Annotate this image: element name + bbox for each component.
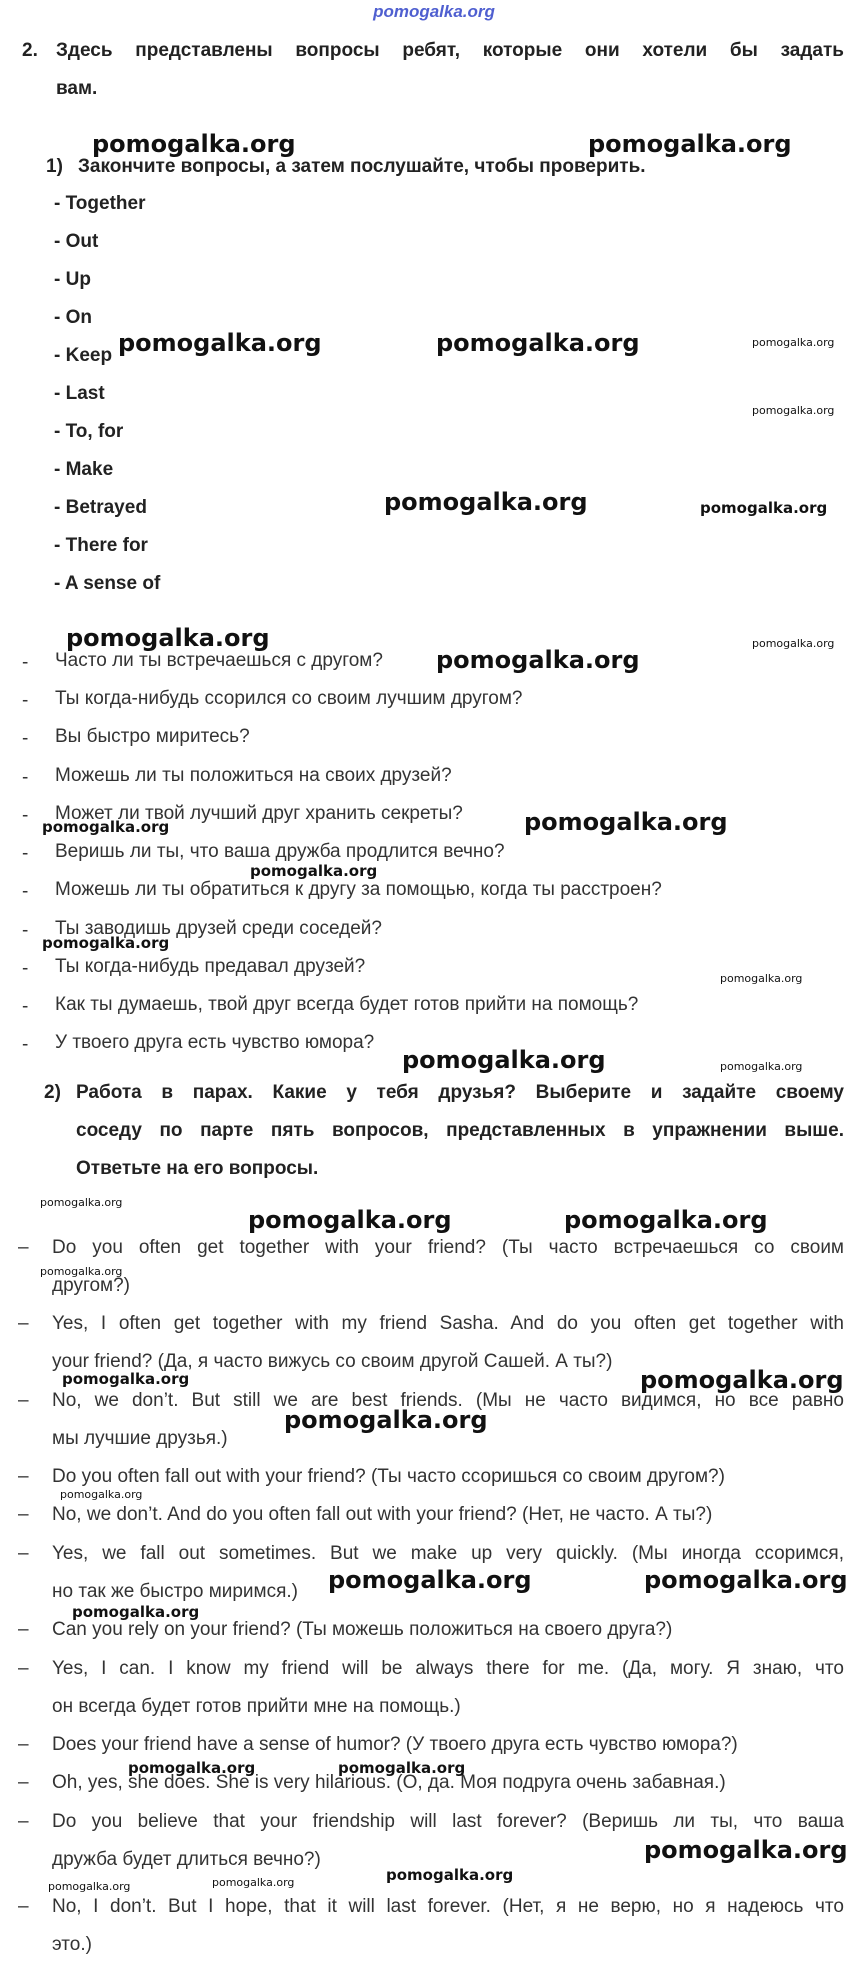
watermark: pomogalka.org: [42, 934, 170, 952]
list-bullet: -: [22, 1034, 29, 1055]
dialogue-line: это.): [52, 1934, 92, 1955]
list-bullet: –: [18, 1811, 29, 1832]
dialogue-line: Can you rely on your friend? (Ты можешь положиться на своего друга?): [52, 1619, 673, 1640]
dialogue-line: дружба будет длиться вечно?): [52, 1849, 321, 1870]
watermark: pomogalka.org: [720, 1060, 803, 1073]
watermark: pomogalka.org: [338, 1759, 466, 1777]
watermark: pomogalka.org: [42, 818, 170, 836]
watermark: pomogalka.org: [720, 972, 803, 985]
watermark: pomogalka.org: [752, 404, 835, 417]
watermark: pomogalka.org: [92, 130, 296, 158]
list-bullet: -: [22, 920, 29, 941]
dialogue-line: Yes, we fall out sometimes. But we make up very quickly. (Мы иногда ссоримся,: [52, 1543, 844, 1564]
watermark: pomogalka.org: [436, 646, 640, 674]
watermark: pomogalka.org: [402, 1046, 606, 1074]
part2-line2: соседу по парте пять вопросов, представленных в упражнении выше.: [76, 1120, 844, 1141]
word-item: - To, for: [54, 421, 124, 442]
watermark: pomogalka.org: [588, 130, 792, 158]
watermark: pomogalka.org: [66, 624, 270, 652]
watermark: pomogalka.org: [248, 1206, 452, 1234]
list-bullet: –: [18, 1619, 29, 1640]
list-bullet: -: [22, 767, 29, 788]
question-item: Ты заводишь друзей среди соседей?: [55, 918, 382, 939]
question-item: У твоего друга есть чувство юмора?: [55, 1032, 375, 1053]
watermark: pomogalka.org: [60, 1488, 143, 1501]
task-title-line1: Здесь представлены вопросы ребят, которые они хотели бы задать: [56, 40, 844, 61]
question-item: Можешь ли ты обратиться к другу за помощью, когда ты расстроен?: [55, 879, 662, 900]
list-bullet: –: [18, 1237, 29, 1258]
watermark: pomogalka.org: [48, 1880, 131, 1893]
list-bullet: -: [22, 958, 29, 979]
part1-label: 1): [46, 156, 63, 177]
dialogue-line: но так же быстро миримся.): [52, 1581, 299, 1602]
watermark: pomogalka.org: [564, 1206, 768, 1234]
list-bullet: -: [22, 805, 29, 826]
dialogue-line: мы лучшие друзья.): [52, 1428, 228, 1449]
watermark: pomogalka.org: [752, 637, 835, 650]
watermark: pomogalka.org: [644, 1566, 848, 1594]
list-bullet: –: [18, 1543, 29, 1564]
question-item: Может ли твой лучший друг хранить секреты?: [55, 803, 463, 824]
task-title-line2: вам.: [56, 78, 98, 99]
list-bullet: –: [18, 1466, 29, 1487]
list-bullet: –: [18, 1504, 29, 1525]
watermark: pomogalka.org: [284, 1406, 488, 1434]
list-bullet: -: [22, 881, 29, 902]
word-item: - Make: [54, 459, 114, 480]
word-item: - A sense of: [54, 573, 161, 594]
dialogue-line: Yes, I can. I know my friend will be always there for me. (Да, могу. Я знаю, что: [52, 1658, 844, 1679]
dialogue-line: Do you often get together with your friend? (Ты часто встречаешься со своим: [52, 1237, 844, 1258]
part2-line3: Ответьте на его вопросы.: [76, 1158, 319, 1179]
watermark: pomogalka.org: [524, 808, 728, 836]
header-watermark: pomogalka.org: [373, 2, 495, 21]
question-item: Веришь ли ты, что ваша дружба продлится вечно?: [55, 841, 505, 862]
question-item: Ты когда-нибудь предавал друзей?: [55, 956, 366, 977]
part2-label: 2): [44, 1082, 61, 1103]
dialogue-line: your friend? (Да, я часто вижусь со своим другой Сашей. А ты?): [52, 1351, 613, 1372]
question-item: Как ты думаешь, твой друг всегда будет готов прийти на помощь?: [55, 994, 639, 1015]
dialogue-line: Does your friend have a sense of humor? (У твоего друга есть чувство юмора?): [52, 1734, 738, 1755]
watermark: pomogalka.org: [700, 499, 828, 517]
list-bullet: -: [22, 652, 29, 673]
list-bullet: –: [18, 1390, 29, 1411]
word-item: - Together: [54, 193, 146, 214]
list-bullet: -: [22, 728, 29, 749]
word-item: - Out: [54, 231, 99, 252]
watermark: pomogalka.org: [644, 1836, 848, 1864]
watermark: pomogalka.org: [62, 1370, 190, 1388]
question-item: Ты когда-нибудь ссорился со своим лучшим другом?: [55, 688, 523, 709]
dialogue-line: Yes, I often get together with my friend Sasha. And do you often get together with: [52, 1313, 844, 1334]
list-bullet: -: [22, 843, 29, 864]
question-item: Часто ли ты встречаешься с другом?: [55, 650, 383, 671]
list-bullet: –: [18, 1313, 29, 1334]
list-bullet: –: [18, 1772, 29, 1793]
watermark: pomogalka.org: [640, 1366, 844, 1394]
dialogue-line: No, I don’t. But I hope, that it will last forever. (Нет, я не верю, но я надеюсь что: [52, 1896, 844, 1917]
list-bullet: –: [18, 1658, 29, 1679]
question-item: Можешь ли ты положиться на своих друзей?: [55, 765, 452, 786]
watermark: pomogalka.org: [212, 1876, 295, 1889]
watermark: pomogalka.org: [40, 1265, 123, 1278]
word-item: - Up: [54, 269, 91, 290]
watermark: pomogalka.org: [752, 336, 835, 349]
dialogue-line: Oh, yes, she does. She is very hilarious. (О, да. Моя подруга очень забавная.): [52, 1772, 726, 1793]
word-item: - Keep: [54, 345, 113, 366]
dialogue-line: он всегда будет готов прийти мне на помощь.): [52, 1696, 461, 1717]
part1-instruction: Закончите вопросы, а затем послушайте, чтобы проверить.: [78, 156, 646, 177]
watermark: pomogalka.org: [328, 1566, 532, 1594]
dialogue-line: No, we don’t. And do you often fall out with your friend? (Нет, не часто. А ты?): [52, 1504, 713, 1525]
list-bullet: –: [18, 1734, 29, 1755]
task-number: 2.: [22, 40, 38, 61]
list-bullet: -: [22, 996, 29, 1017]
watermark: pomogalka.org: [128, 1759, 256, 1777]
watermark: pomogalka.org: [118, 329, 322, 357]
word-item: - Last: [54, 383, 105, 404]
list-bullet: –: [18, 1896, 29, 1917]
dialogue-line: No, we don’t. But still we are best friends. (Мы не часто видимся, но все равно: [52, 1390, 844, 1411]
watermark: pomogalka.org: [386, 1866, 514, 1884]
watermark: pomogalka.org: [40, 1196, 123, 1209]
watermark: pomogalka.org: [72, 1603, 200, 1621]
dialogue-line: Do you often fall out with your friend? (Ты часто ссоришься со своим другом?): [52, 1466, 725, 1487]
watermark: pomogalka.org: [436, 329, 640, 357]
word-item: - Betrayed: [54, 497, 147, 518]
part2-line1: Работа в парах. Какие у тебя друзья? Выберите и задайте своему: [76, 1082, 844, 1103]
dialogue-line: другом?): [52, 1275, 130, 1296]
dialogue-line: Do you believe that your friendship will last forever? (Веришь ли ты, что ваша: [52, 1811, 844, 1832]
watermark: pomogalka.org: [384, 488, 588, 516]
question-item: Вы быстро миритесь?: [55, 726, 250, 747]
list-bullet: -: [22, 690, 29, 711]
word-item: - There for: [54, 535, 148, 556]
word-item: - On: [54, 307, 92, 328]
watermark: pomogalka.org: [250, 862, 378, 880]
